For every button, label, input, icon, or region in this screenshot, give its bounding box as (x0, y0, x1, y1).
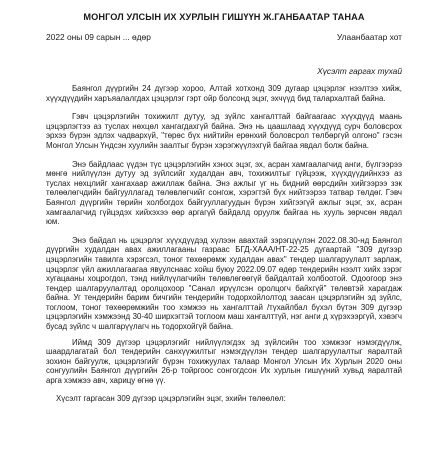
paragraph-1: Баянгол дүүргийн 24 дүгээр хороо, Алтай хотхонд 309 дугаар цэцэрлэг нээлтээ хийж, хүүхдүүдийн харъяалалгдах цэцэрлэг гэрт ойр болсонд эцэг, эхчүүд бид талархалтай байна. (46, 84, 402, 103)
meta-row (46, 32, 402, 42)
document-subject: Хүсэлт гаргах тухай (317, 66, 402, 76)
paragraph-5: Иймд 309 дүгээр цэцэрлэгийг нийлүүлэгдэх эд зүйлсийн тоо хэмжээг нэмэгдүүлж, шаардлагатай бол тендерийн санхүүжилтыг нэмэгдүүлэн тендер шалгаруулалтыг яаралтай зохион байгуулж, цэцэрлэгийг бүрэн тохижуулах талаар Монгол Улсын Их Хурлын 2020 оны сонгуулийн Баянгол дүүргийн 26-р тойргоос сонгогдсон Их хурлын гишүүний хувьд яаралтай арга хэмжээ авч, харицу өгнө үү. (46, 337, 402, 386)
paragraph-3: Энэ байдлаас үүдэн түс цэцэрлэгийн хэнхх эцэг, эх, асран хамгаалагчид анги, бүлгээрээ мөнгө нийлүүлэн дутуу эд зүйлсийг худалдан авч, тохижилтыг гүйцээж, хүүхдүүдийнхээ аз туслах нөхцлийг хангахаар ажиллаж байна. Энэ ажлыг үг нь бидний өөрсдийн хийгээрээ зэк төлөөлөгчдийн байгууллагад төлөвлөгчийг сонгож, хэрэгтэй бүх нийтээрээ татвар төлдөг. Гэвч Баянгол дүүргийн төрийн холбогдох байгууллагуудын бүрэн хийгээгүй ажлыг эцэг, эх, асран хамгаалагчид гүйцэдэх хийхэхээ өөр аргагүй байдалд оруулж байгаа нь хууль зөрчсөн явдал юм. (46, 159, 402, 227)
paragraph-4: Энэ байдал нь цэцэрлэг хүүхдүүдэд хүлээн авахтай зэрэгцүүлэн 2022.08.30-нд Баянгол дүүргийн худалдан авах ажиллагааны газраас БГД-ХААА/НТ-22-25 дугаартай "309 дүгээр цэцэрлэгийн тавилга хэрэгсэл, тоног төхөөрөмж худалдан авах" тендер шалгаруулалт зарлаж, цэцэрлэг үйл ажиллагаагаа явуулснаас хойш буюу 2022.09.07 өдөр тендерийн нээлт хийх зэрэг хугацааны хоцрогдол, тэнд нийлүүлагчийн төлөвлөгөөгүй байдалтай холбоотой. Одоогоор энэ тендер шалгаруулалтад оролцохоор "Санал ирүүлсэн оролцогч байхгүй" төлөвтэй харагдаж байна. Уг тендерийн барим бичгийн тендерийн тодорхойлолтод заасан цэцэрлэгийн эд зүйлс, тоглоом, тоног төхөөрөмжийн тоо хэмжээ нь хангалттай /түхайлбал бүхэл бүтэн 309 дүгээр цэцэрлэгийн хэмжээнд 30-40 ширхэгтэй тоглоом маш хангалттүй, нэг анги д хүрэхээргүй, хэвэгч бусад зүйлс ч шалгарүүлагч нь тодорхойгүй байна. (46, 235, 402, 332)
document-place: Улаанбаатар хот (336, 32, 402, 42)
closing-line: Хүсэлт гаргасан 309 дүгээр цэцэрлэгийн эцэг, эхийн төлөөлөл: (56, 393, 286, 403)
document-title: МОНГОЛ УЛСЫН ИХ ХУРЛЫН ГИШҮҮН Ж.ГАНБААТАР ТАНАА (83, 12, 365, 22)
paragraph-2: Гэвч цэцэрлэгийн тохижилт дутуу, эд зүйлс хангалттай байгаагаас хүүхдүүд маань цэцэрлэгтээ аз туслах нөхцөл хангагдахгүй байна. Энэ нь цаашлаад хүүхдүүд сурч боловсрох эрхээ бүрэн эдлэх чадвархүй, "төрөс бүх нийтийн ерөнхий боловсрол төлбөргүй олгоно" гэсэн Монгол Улсын Үндсэн хуулийн заалтыг бүрэн хэрэгжүүлэхгүй байгаа явдал болж байна. (46, 112, 402, 150)
document-date: 2022 оны 09 сарын ... өдөр (46, 32, 151, 42)
